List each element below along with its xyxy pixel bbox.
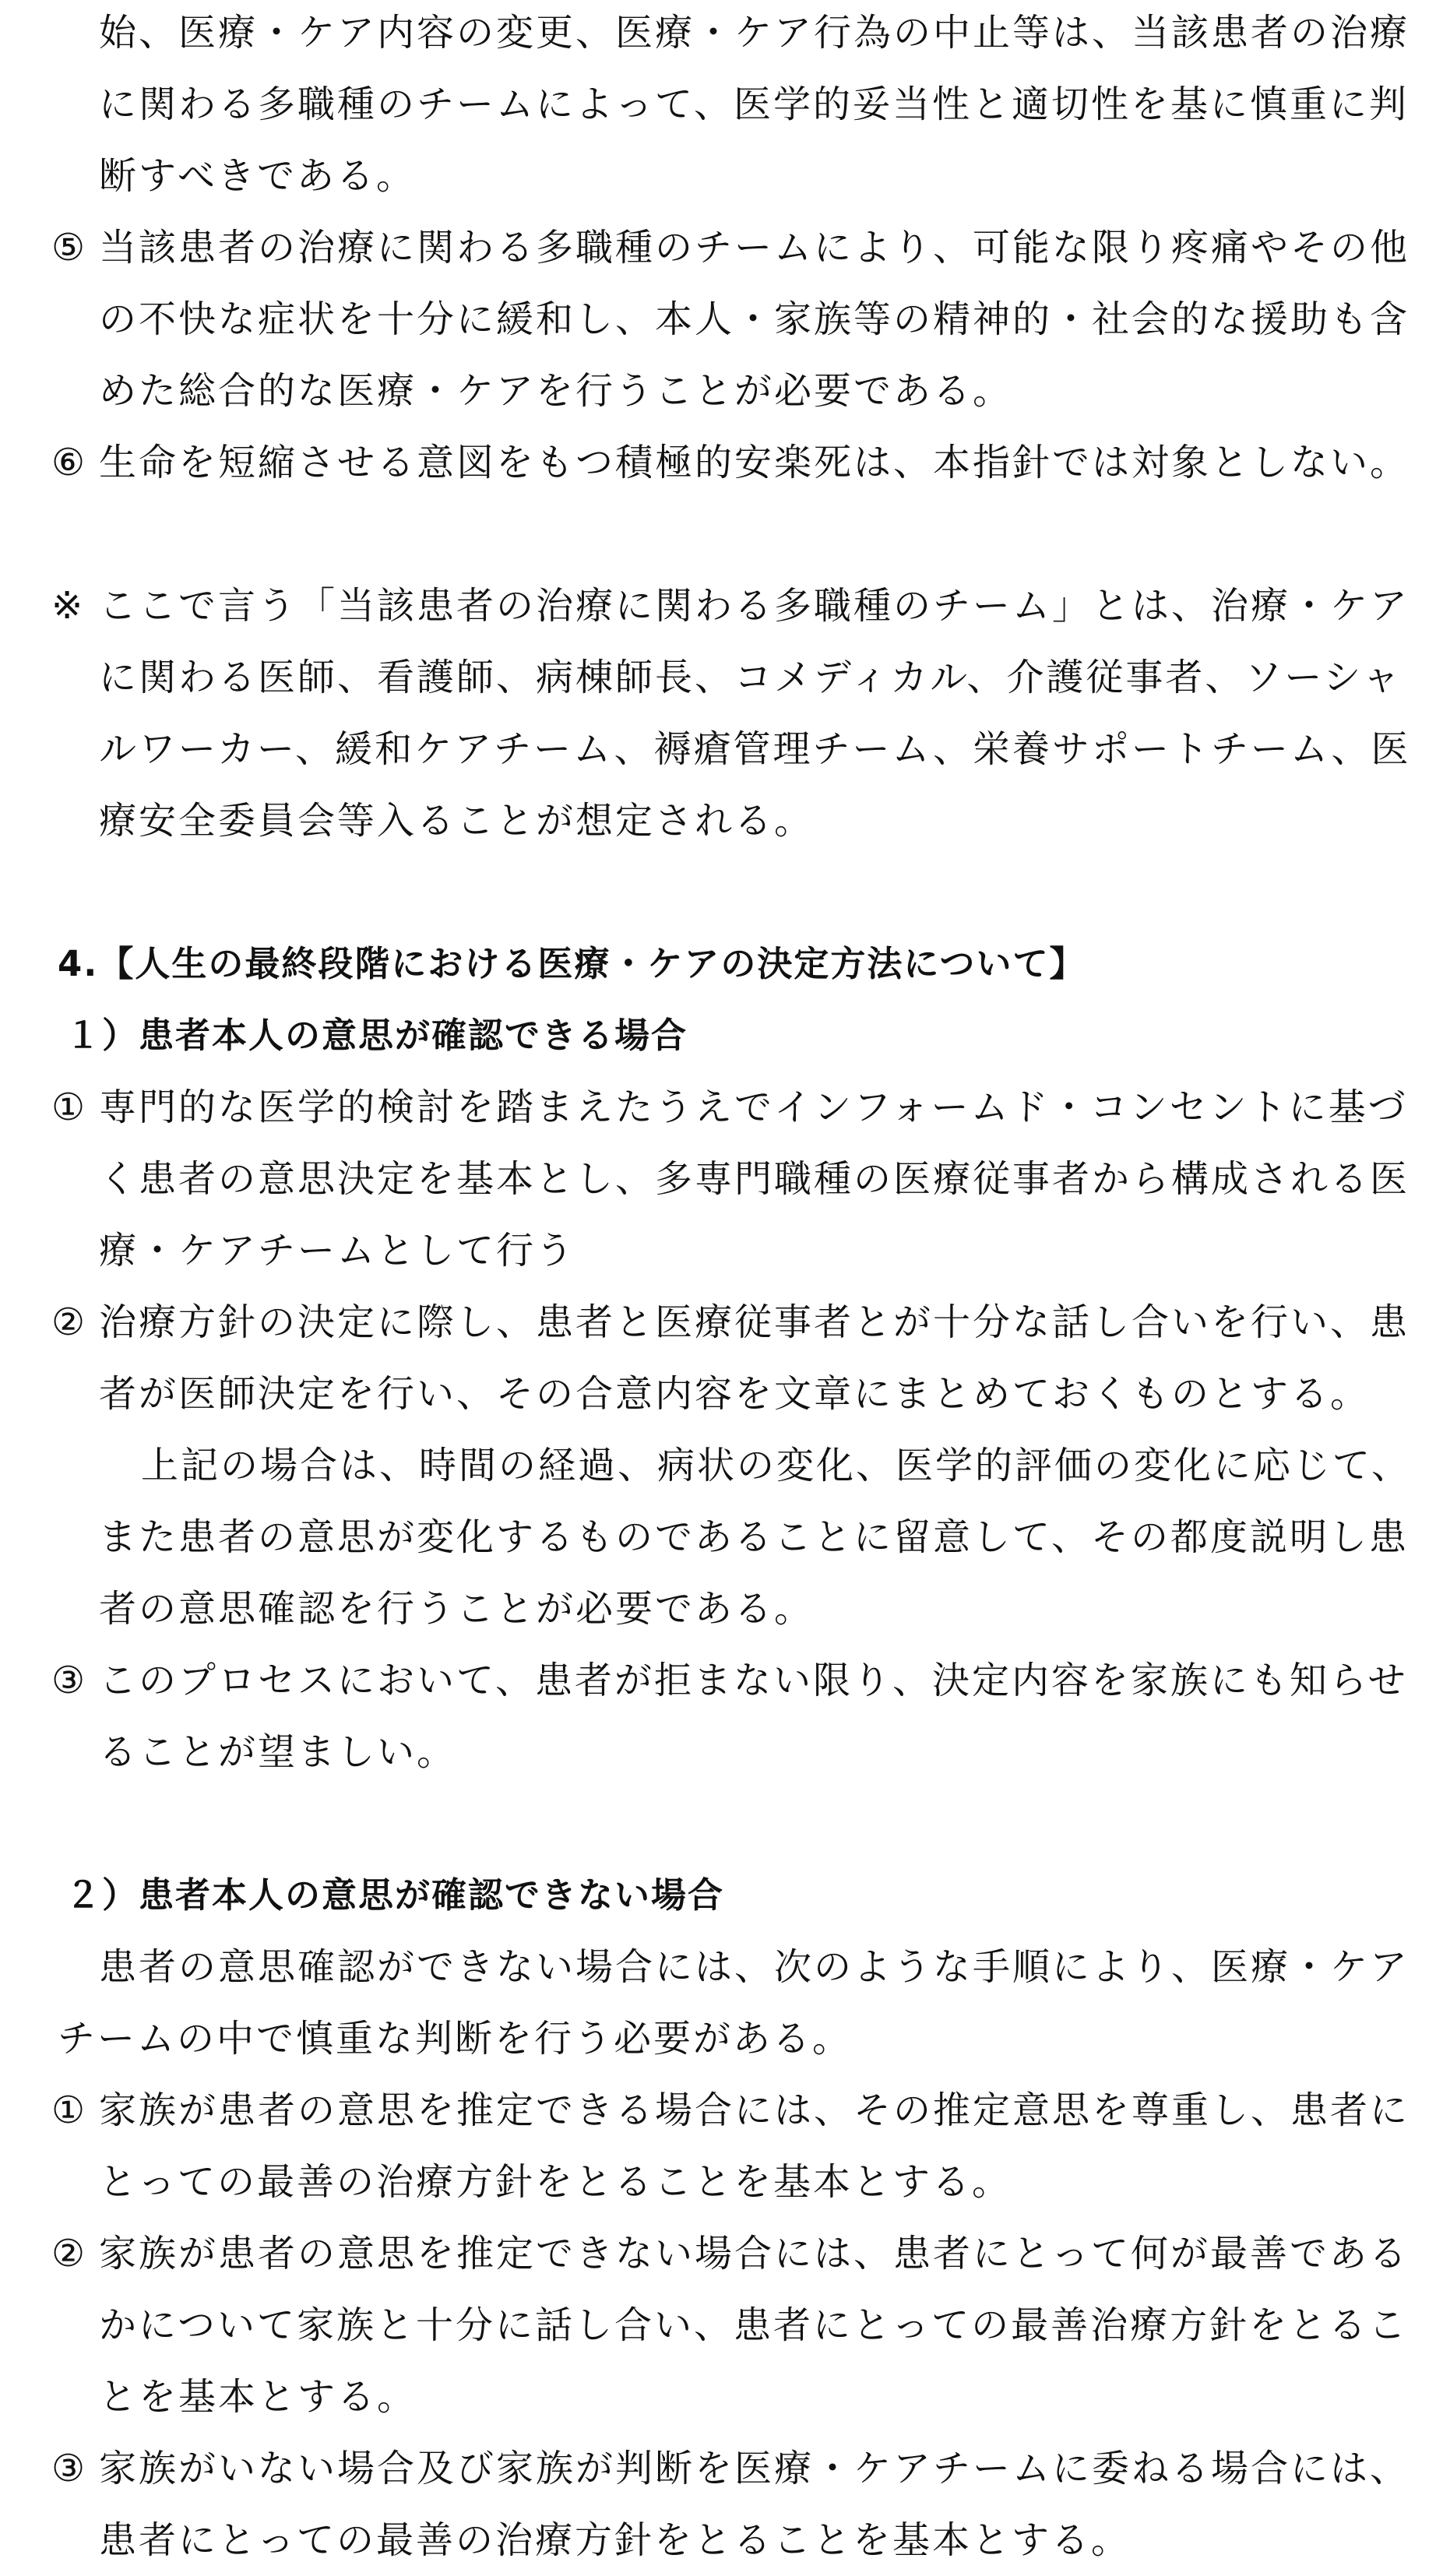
list-item <box>0 1072 1443 1286</box>
item-text: 治療方針の決定に際し、患者と医療従事者とが十分な話し合いを行い、患者が医師決定を行い、その合意内容を文章にまとめておくものとする。 <box>99 1300 1410 1416</box>
note-marker: ※ <box>51 584 86 628</box>
note-paragraph <box>0 570 1443 857</box>
item-text: 当該患者の治療に関わる多職種のチームにより、可能な限り疼痛やその他の不快な症状を十分に緩和し、本人・家族等の精神的・社会的な援助も含めた総合的な医療・ケアを行うことが必要である。 <box>99 226 1410 413</box>
item-marker: ① <box>51 2089 88 2132</box>
spacer <box>0 498 1443 570</box>
section-heading: 4.【人生の最終段階における医療・ケアの決定方法について】 <box>58 943 1086 984</box>
list-item <box>0 1286 1443 1430</box>
spacer <box>0 857 1443 928</box>
body-paragraph: 患者の意思確認ができない場合には、次のような手順により、医療・ケアチームの中で慎重な判断を行う必要がある。 <box>58 1945 1410 2060</box>
list-item <box>0 2075 1443 2218</box>
item-marker: ③ <box>51 1659 88 1702</box>
subsection-heading: ２）患者本人の意思が確認できない場合 <box>65 1874 725 1916</box>
subsection-heading: １）患者本人の意思が確認できる場合 <box>65 1015 688 1056</box>
item-marker: ⑥ <box>51 441 88 484</box>
item-marker: ② <box>51 1300 88 1344</box>
list-item-6 <box>0 427 1443 498</box>
continued-paragraph: 始、医療・ケア内容の変更、医療・ケア行為の中止等は、当該患者の治療に関わる多職種のチームによって、医学的妥当性と適切性を基に慎重に判断すべきである。 <box>99 11 1410 198</box>
item-marker: ③ <box>51 2447 88 2490</box>
list-item <box>0 2433 1443 2576</box>
list-item <box>0 2218 1443 2433</box>
item-text: 家族が患者の意思を推定できる場合には、その推定意思を尊重し、患者にとっての最善の治療方針をとることを基本とする。 <box>99 2089 1410 2204</box>
item-text: 生命を短縮させる意図をもつ積極的安楽死は、本指針では対象としない。 <box>99 441 1410 484</box>
spacer <box>0 1788 1443 1860</box>
item-text: 家族がいない場合及び家族が判断を医療・ケアチームに委ねる場合には、患者にとっての最善の治療方針をとることを基本とする。 <box>99 2447 1410 2562</box>
note-text: ここで言う「当該患者の治療に関わる多職種のチーム」とは、治療・ケアに関わる医師、看護師、病棟師長、コメディカル、介護従事者、ソーシャルワーカー、緩和ケアチーム、褥瘡管理チーム、栄養サポートチーム、医療安全委員会等入ることが想定される。 <box>99 584 1411 843</box>
list-item-5 <box>0 212 1443 427</box>
item-text: 家族が患者の意思を推定できない場合には、患者にとって何が最善であるかについて家族と十分に話し合い、患者にとっての最善治療方針をとることを基本とする。 <box>99 2232 1410 2419</box>
item-text: 専門的な医学的検討を踏まえたうえでインフォームド・コンセントに基づく患者の意思決定を基本とし、多専門職種の医療従事者から構成される医療・ケアチームとして行う <box>99 1086 1410 1272</box>
item-text: このプロセスにおいて、患者が拒まない限り、決定内容を家族にも知らせることが望ましい。 <box>99 1659 1408 1774</box>
item-marker: ① <box>51 1086 88 1129</box>
item-marker: ② <box>51 2232 88 2275</box>
item-marker: ⑤ <box>51 226 88 269</box>
list-item <box>0 1645 1443 1788</box>
body-paragraph: 上記の場合は、時間の経過、病状の変化、医学的評価の変化に応じて、また患者の意思が変化するものであることに留意して、その都度説明し患者の意思確認を行うことが必要である。 <box>99 1444 1412 1631</box>
